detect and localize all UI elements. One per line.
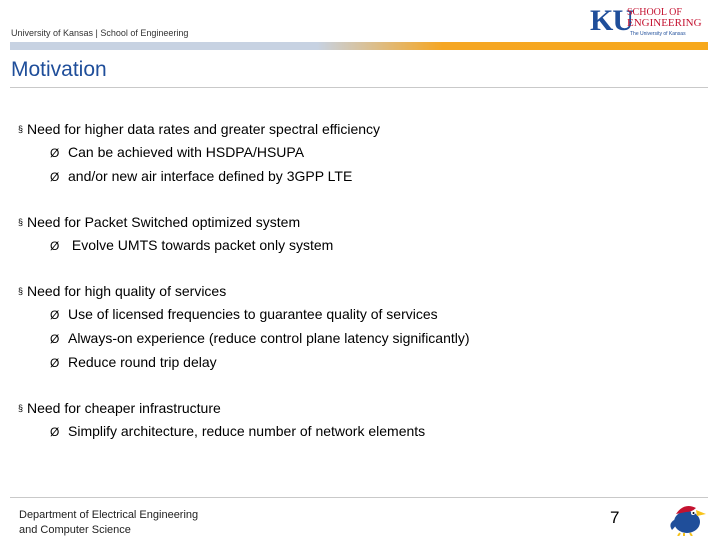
slide-title: Motivation [11,58,107,81]
sub-bullet-item [18,351,708,375]
sub-bullet-text: Use of licensed frequencies to guarantee quality of services [68,306,438,322]
logo-mark: KU [590,4,633,37]
sub-bullet-text: Simplify architecture, reduce number of network elements [68,423,426,439]
logo-school: SCHOOL OF [627,7,682,18]
bullet-mark: § [18,124,24,134]
bullet-item [18,397,708,420]
footer-line: Department of Electrical Engineering [19,509,199,521]
arrow-mark: Ø [50,146,60,160]
arrow-mark: Ø [50,308,60,322]
sub-bullet-item [18,234,708,258]
bullet-group [18,397,708,444]
sub-bullet-text: Can be achieved with HSDPA/HSUPA [68,144,305,160]
jayhawk-mascot-icon [666,500,708,536]
arrow-mark: Ø [50,170,60,184]
sub-bullet-text: Evolve UMTS towards packet only system [68,237,334,253]
header-color-bar [10,42,708,50]
bullet-list [18,118,708,466]
logo-engineering: ENGINEERING [627,17,702,29]
sub-bullet-item [18,327,708,351]
bullet-text: Need for higher data rates and greater spectral efficiency [27,121,381,137]
page-number: 7 [610,508,620,527]
bullet-item [18,118,708,141]
bullet-mark: § [18,403,24,413]
sub-bullet-text: and/or new air interface defined by 3GPP LTE [68,168,353,184]
bullet-mark: § [18,286,24,296]
bullet-text: Need for high quality of services [27,283,227,299]
footer-department [19,508,198,538]
ku-engineering-logo [590,6,708,40]
arrow-mark: Ø [50,356,60,370]
sub-bullet-item [18,303,708,327]
arrow-mark: Ø [50,425,60,439]
bullet-group [18,280,708,375]
bullet-text: Need for cheaper infrastructure [27,400,221,416]
bullet-group [18,118,708,189]
logo-tagline: The University of Kansas [630,31,686,37]
bullet-item [18,280,708,303]
footer-divider [10,497,708,498]
arrow-mark: Ø [50,239,60,253]
arrow-mark: Ø [50,332,60,346]
sub-bullet-item [18,141,708,165]
sub-bullet-text: Reduce round trip delay [68,354,217,370]
bullet-item [18,211,708,234]
header-institution: University of Kansas | School of Engineering [11,28,189,38]
sub-bullet-item [18,420,708,444]
bullet-text: Need for Packet Switched optimized system [27,214,301,230]
sub-bullet-item [18,165,708,189]
bullet-group [18,211,708,258]
footer-line: and Computer Science [19,524,131,536]
title-divider [10,87,708,88]
sub-bullet-text: Always-on experience (reduce control plane latency significantly) [68,330,470,346]
bullet-mark: § [18,217,24,227]
